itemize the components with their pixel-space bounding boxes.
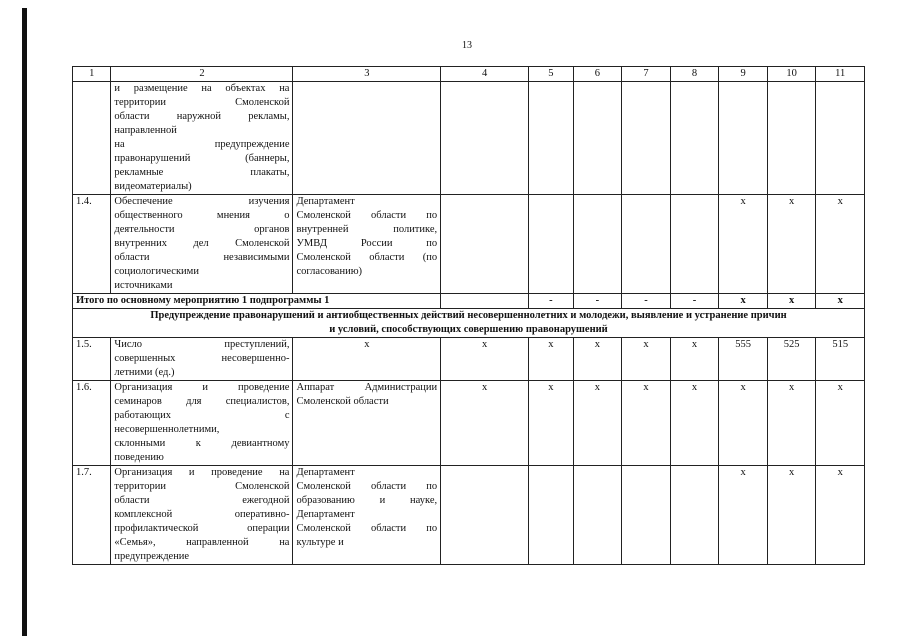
- table-row: [73, 466, 865, 565]
- total-label: Итого по основному мероприятию 1 подпрограммы 1: [73, 294, 441, 309]
- row-description: [111, 338, 293, 381]
- cell-line: Обеспечение изучения: [114, 196, 290, 207]
- row-number: [73, 82, 111, 195]
- total-row: [73, 294, 865, 309]
- cell-line: области наружной рекламы,: [114, 111, 290, 122]
- value-cell: x: [529, 381, 574, 466]
- cell-line: внутренних дел Смоленской: [114, 238, 290, 249]
- cell-line: общественного мнения о: [114, 210, 290, 221]
- cell-line: Число преступлений,: [114, 339, 290, 350]
- value-cell: [622, 195, 671, 294]
- row-description: [111, 381, 293, 466]
- value-cell: x: [816, 195, 865, 294]
- table-row: [73, 82, 865, 195]
- value-cell: x: [816, 466, 865, 565]
- column-number: 9: [719, 67, 768, 82]
- row-executor: [293, 338, 441, 381]
- cell-line: образованию и науке,: [296, 495, 438, 506]
- cell-line: поведению: [114, 452, 164, 463]
- row-executor: [293, 195, 441, 294]
- value-cell: [719, 82, 768, 195]
- value-cell: x: [573, 338, 622, 381]
- cell-line: территории Смоленской: [114, 481, 290, 492]
- value-cell: x: [670, 381, 719, 466]
- section-line: Предупреждение правонарушений и антиобщественных действий несовершеннолетних и молодежи, выявление и устранение причин: [150, 310, 787, 321]
- cell-line: Организация и проведение на: [114, 467, 290, 478]
- table-row: [73, 381, 865, 466]
- value-cell: [441, 294, 529, 309]
- cell-line: направленной: [114, 125, 177, 136]
- cell-line: источниками: [114, 280, 173, 291]
- value-cell: x: [719, 381, 768, 466]
- cell-line: летними (ед.): [114, 367, 175, 378]
- cell-line: комплексной оперативно-: [114, 509, 290, 520]
- cell-line: УМВД России по: [296, 238, 438, 249]
- value-cell: [441, 82, 529, 195]
- cell-line: «Семья», направленной на: [114, 537, 290, 548]
- cell-line: профилактической операции: [114, 523, 290, 534]
- page-number: 13: [462, 40, 472, 51]
- value-cell: [767, 82, 816, 195]
- cell-line: и размещение на объектах на: [114, 83, 290, 94]
- cell-line: Смоленской области по: [296, 481, 438, 492]
- cell-line: согласованию): [296, 266, 363, 277]
- row-executor: [293, 466, 441, 565]
- cell-line: внутренней политике,: [296, 224, 438, 235]
- cell-line: Организация и проведение: [114, 382, 290, 393]
- value-cell: [529, 466, 574, 565]
- value-cell: 525: [767, 338, 816, 381]
- cell-line: несовершеннолетними,: [114, 424, 220, 435]
- value-cell: [622, 82, 671, 195]
- table-row: [73, 195, 865, 294]
- cell-line: Смоленской области по: [296, 523, 438, 534]
- column-number-row: [73, 67, 865, 82]
- cell-line: территории Смоленской: [114, 97, 290, 108]
- value-cell: -: [573, 294, 622, 309]
- cell-line: Департамент: [296, 509, 355, 520]
- column-number: 7: [622, 67, 671, 82]
- cell-line: семинаров для специалистов,: [114, 396, 290, 407]
- value-cell: x: [622, 381, 671, 466]
- cell-line: деятельности органов: [114, 224, 290, 235]
- cell-line: предупреждение: [114, 551, 190, 562]
- value-cell: x: [767, 381, 816, 466]
- value-cell: x: [719, 195, 768, 294]
- row-description: [111, 466, 293, 565]
- value-cell: x: [767, 294, 816, 309]
- value-cell: [441, 466, 529, 565]
- row-executor: [293, 381, 441, 466]
- row-description: [111, 195, 293, 294]
- cell-line: Смоленской области по: [296, 210, 438, 221]
- value-cell: 515: [816, 338, 865, 381]
- column-number: 1: [73, 67, 111, 82]
- value-cell: x: [816, 294, 865, 309]
- row-number: 1.7.: [73, 466, 111, 565]
- cell-line: правонарушений (баннеры,: [114, 153, 290, 164]
- cell-line: социологическими: [114, 266, 199, 277]
- column-number: 10: [767, 67, 816, 82]
- value-cell: [441, 195, 529, 294]
- column-number: 4: [441, 67, 529, 82]
- value-cell: x: [719, 466, 768, 565]
- cell-line: области ежегодной: [114, 495, 290, 506]
- value-cell: [573, 82, 622, 195]
- value-cell: [529, 195, 574, 294]
- value-cell: [573, 195, 622, 294]
- value-cell: [816, 82, 865, 195]
- cell-line: на предупреждение: [114, 139, 290, 150]
- cell-line: видеоматериалы): [114, 181, 192, 192]
- row-number: 1.5.: [73, 338, 111, 381]
- cell-line: Департамент: [296, 467, 355, 478]
- column-number: 3: [293, 67, 441, 82]
- value-cell: x: [529, 338, 574, 381]
- row-number: 1.4.: [73, 195, 111, 294]
- cell-line: культуре и: [296, 537, 344, 548]
- cell-line: x: [364, 339, 370, 350]
- cell-line: области независимыми: [114, 252, 290, 263]
- value-cell: [670, 195, 719, 294]
- table-row: [73, 338, 865, 381]
- value-cell: x: [816, 381, 865, 466]
- value-cell: -: [529, 294, 574, 309]
- column-number: 6: [573, 67, 622, 82]
- value-cell: x: [622, 338, 671, 381]
- value-cell: [670, 466, 719, 565]
- value-cell: x: [573, 381, 622, 466]
- value-cell: x: [441, 338, 529, 381]
- row-executor: [293, 82, 441, 195]
- cell-line: Департамент: [296, 196, 355, 207]
- value-cell: [573, 466, 622, 565]
- cell-line: Смоленской области (по: [296, 252, 438, 263]
- section-heading: [73, 309, 865, 338]
- cell-line: Смоленской области: [296, 396, 389, 407]
- cell-line: совершенных несовершенно-: [114, 353, 290, 364]
- section-row: [73, 309, 865, 338]
- cell-line: работающих с: [114, 410, 290, 421]
- column-number: 11: [816, 67, 865, 82]
- column-number: 2: [111, 67, 293, 82]
- value-cell: -: [622, 294, 671, 309]
- value-cell: x: [719, 294, 768, 309]
- value-cell: [529, 82, 574, 195]
- row-description: [111, 82, 293, 195]
- cell-line: рекламные плакаты,: [114, 167, 290, 178]
- value-cell: x: [441, 381, 529, 466]
- value-cell: x: [767, 195, 816, 294]
- value-cell: [670, 82, 719, 195]
- value-cell: 555: [719, 338, 768, 381]
- column-number: 5: [529, 67, 574, 82]
- program-table: [72, 66, 865, 565]
- value-cell: x: [767, 466, 816, 565]
- scan-edge-bar: [22, 8, 27, 636]
- row-number: 1.6.: [73, 381, 111, 466]
- value-cell: x: [670, 338, 719, 381]
- value-cell: [622, 466, 671, 565]
- value-cell: -: [670, 294, 719, 309]
- column-number: 8: [670, 67, 719, 82]
- cell-line: Аппарат Администрации: [296, 382, 438, 393]
- section-line: и условий, способствующих совершению правонарушений: [329, 324, 608, 335]
- cell-line: склонными к девиантному: [114, 438, 290, 449]
